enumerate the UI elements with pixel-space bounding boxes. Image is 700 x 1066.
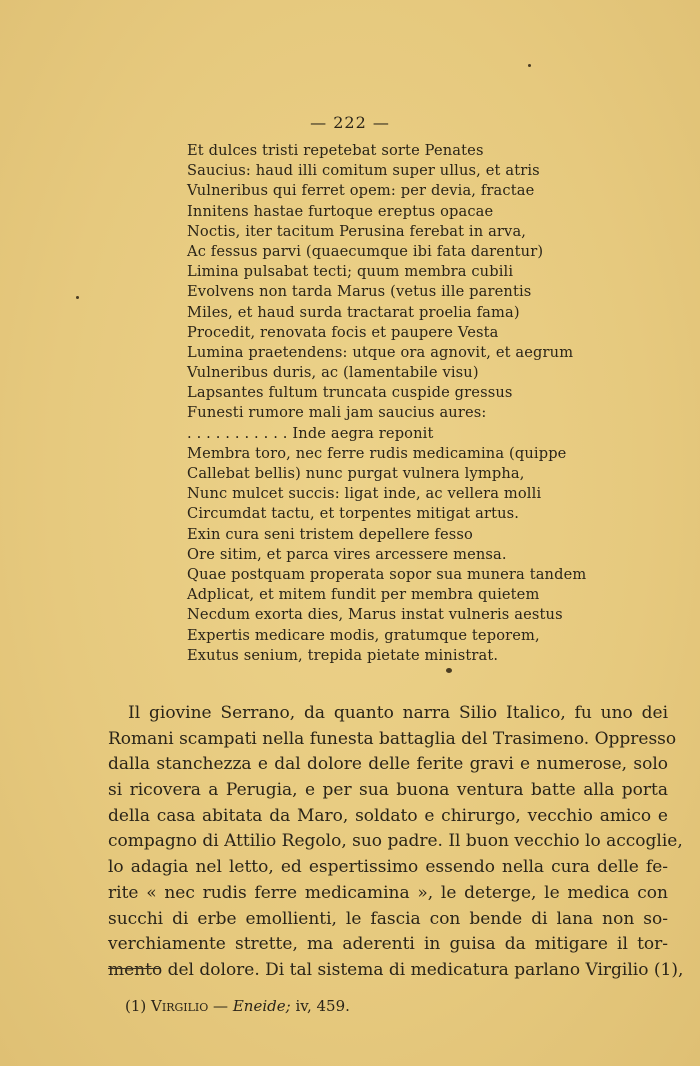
- prose-line: compagno di Attilio Regolo, suo padre. Il buon vecchio lo accoglie,: [108, 831, 683, 852]
- footnote-author: Virgilio —: [151, 997, 229, 1015]
- verse-line: Vulneribus qui ferret opem: per devia, fractae: [187, 182, 535, 200]
- verse-line: Evolvens non tarda Marus (vetus ille parentis: [187, 283, 532, 301]
- latin-verse-block: [187, 141, 627, 666]
- verse-line: Necdum exorta dies, Marus instat vulneris aestus: [187, 606, 563, 624]
- prose-line: mento del dolore. Di tal sistema di medicatura parlano Virgilio (1),: [108, 959, 684, 980]
- verse-line: Quae postquam properata sopor sua munera tandem: [187, 565, 587, 583]
- verse-line: Lumina praetendens: utque ora agnovit, et aegrum: [187, 343, 574, 361]
- footnote: [125, 997, 350, 1015]
- verse-line: Funesti rumore mali jam saucius aures:: [187, 404, 487, 422]
- verse-line: Membra toro, nec ferre rudis medicamina (quippe: [187, 444, 567, 462]
- paper-speck: [446, 668, 452, 673]
- footnote-rule: [108, 968, 160, 969]
- verse-line: Circumdat tactu, et torpentes mitigat artus.: [187, 505, 520, 523]
- footnote-marker: (1): [125, 997, 147, 1015]
- paper-speck: [76, 296, 79, 299]
- verse-line: Expertis medicare modis, gratumque teporem,: [187, 626, 540, 644]
- prose-line: dalla stanchezza e dal dolore delle ferite gravi e numerose, solo: [108, 754, 668, 775]
- verse-line: Callebat bellis) nunc purgat vulnera lympha,: [187, 465, 525, 482]
- verse-line: Et dulces tristi repetebat sorte Penates: [187, 142, 484, 159]
- verse-line: Noctis, iter tacitum Perusina ferebat in arva,: [187, 222, 527, 240]
- prose-line: Il giovine Serrano, da quanto narra Silio Italico, fu uno dei: [128, 703, 668, 723]
- verse-line: Ac fessus parvi (quaecumque ibi fata darentur): [187, 242, 544, 260]
- paper-speck: [528, 64, 531, 67]
- verse-line: Saucius: haud illi comitum super ullus, et atris: [187, 162, 540, 180]
- verse-line: Miles, et haud surda tractarat proelia fama): [187, 303, 520, 321]
- verse-line: Adplicat, et mitem fundit per membra quietem: [187, 586, 540, 604]
- prose-line: si ricovera a Perugia, e per sua buona ventura batte alla porta: [108, 780, 668, 801]
- footnote-reference: iv, 459.: [295, 997, 350, 1015]
- verse-line: . . . . . . . . . . . Inde aegra reponit: [187, 424, 434, 442]
- prose-line: lo adagia nel letto, ed espertissimo essendo nella cura delle fe-: [108, 857, 668, 878]
- prose-line: rite « nec rudis ferre medicamina », le deterge, le medica con: [108, 882, 668, 903]
- italian-prose-paragraph: [108, 701, 684, 984]
- verse-line: Exin cura seni tristem depellere fesso: [187, 525, 473, 543]
- footnote-work: Eneide;: [232, 997, 291, 1015]
- page-number: — 222 —: [310, 113, 390, 132]
- verse-line: Lapsantes fultum truncata cuspide gressus: [187, 384, 513, 402]
- verse-line: Procedit, renovata focis et paupere Vesta: [187, 323, 499, 341]
- prose-line: succhi di erbe emollienti, le fascia con bende di lana non so-: [108, 908, 668, 929]
- prose-line: verchiamente strette, ma aderenti in guisa da mitigare il tor-: [108, 934, 668, 955]
- verse-line: Ore sitim, et parca vires arcessere mensa.: [187, 545, 507, 563]
- verse-line: Nunc mulcet succis: ligat inde, ac vellera molli: [187, 485, 542, 503]
- prose-line: della casa abitata da Maro, soldato e chirurgo, vecchio amico e: [108, 805, 668, 826]
- verse-line: Exutus senium, trepida pietate ministrat.: [187, 646, 499, 664]
- verse-line: Innitens hastae furtoque ereptus opacae: [187, 202, 494, 220]
- verse-line: Vulneribus duris, ac (lamentabile visu): [187, 364, 479, 382]
- verse-line: Limina pulsabat tecti; quum membra cubili: [187, 263, 514, 281]
- prose-line: Romani scampati nella funesta battaglia del Trasimeno. Oppresso: [108, 728, 677, 749]
